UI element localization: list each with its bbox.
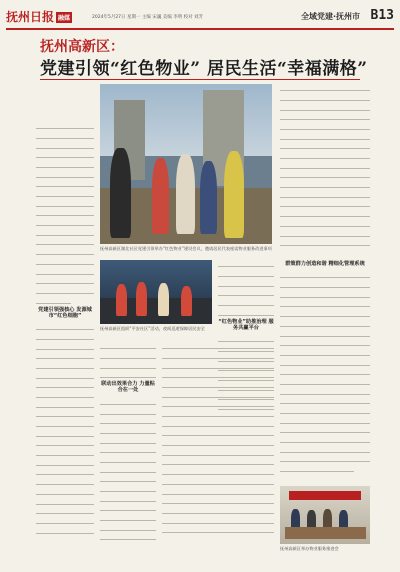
newspaper-logo	[6, 8, 72, 25]
subhead-c: “红色物业”助推治理 服务共赢平台	[218, 318, 274, 331]
logo-text: 抚州日报	[6, 10, 55, 24]
subhead-d: 群策群力创造和谐 精细化管理系统	[285, 261, 365, 267]
page-number: B13	[370, 8, 394, 23]
logo-tag: 融媒	[56, 12, 72, 23]
headline-rule	[40, 79, 360, 80]
masthead	[6, 6, 394, 30]
body-column-5	[100, 342, 156, 542]
photo-1-caption: 抚州高新区湖北社区党建引领举办“红色物业”建设会议，邀请居民代表座谈物业服务改进事项	[100, 246, 272, 251]
photo-promotion-meeting	[280, 486, 370, 544]
body-column-6	[162, 342, 274, 542]
body-column-1	[36, 122, 94, 542]
article-kicker: 抚州高新区：	[40, 39, 124, 55]
dateline: 2024年5月27日 星期一 主编 宋巍 美编 李明 校对 刘芳	[92, 15, 204, 20]
photo-night-patrol	[100, 260, 212, 324]
section-title: 全域党建·抚州市	[300, 12, 360, 21]
photo-3-caption: 抚州高新区举办物业服务推进会	[280, 546, 339, 551]
photo-community-meeting	[100, 84, 272, 244]
subhead-a: 党建引领强核心 发源城市“红色细胞”	[38, 306, 92, 319]
article-headline: 党建引领“红色物业” 居民生活“幸福满格”	[40, 59, 368, 79]
body-column-2	[280, 84, 370, 252]
subhead-b: 联动出效果合力 力量粘合在一处	[101, 381, 155, 394]
body-column-4	[280, 258, 370, 480]
photo-2-caption: 抚州高新区组织“平安社区”活动，夜间巡逻保障居民安全	[100, 326, 205, 331]
